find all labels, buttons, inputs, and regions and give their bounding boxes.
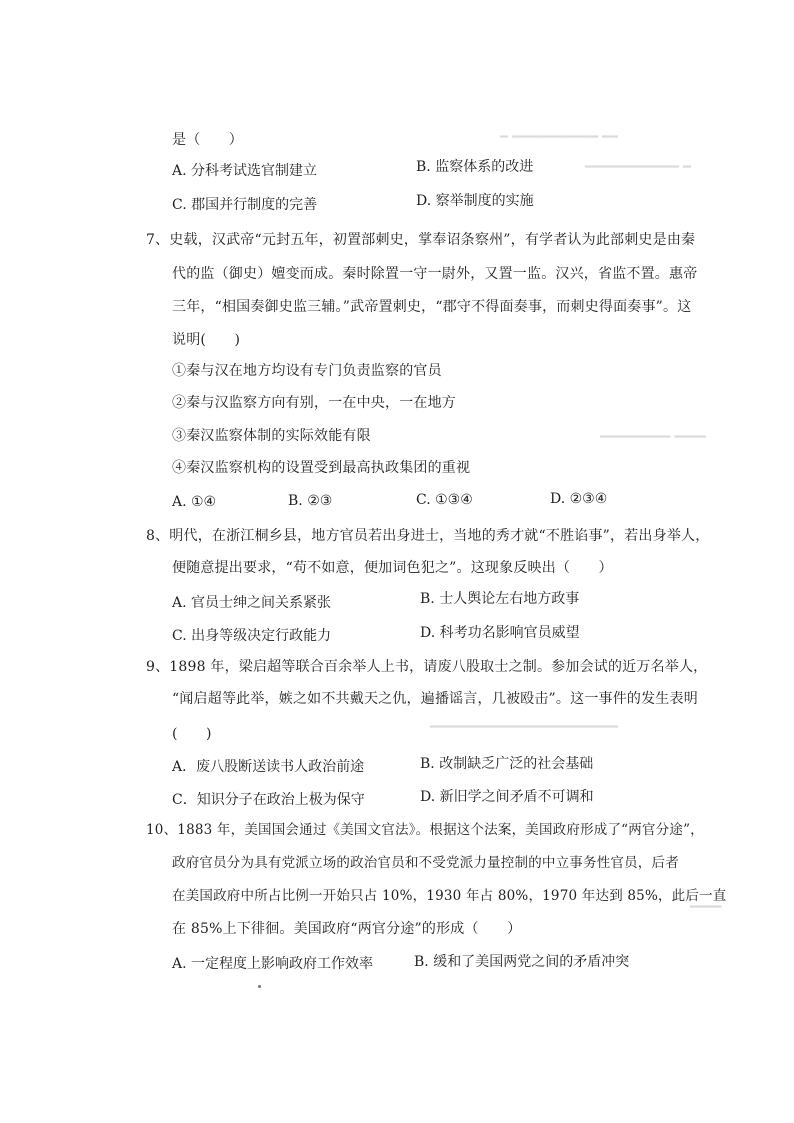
- q7-statement-4: ④秦汉监察机构的设置受到最高执政集团的重视: [172, 460, 471, 476]
- q10-line-4: 在 85%上下徘徊。美国政府“两官分途”的形成（ ）: [172, 921, 522, 937]
- q7-option-b: B. ②③: [288, 493, 333, 509]
- q8-line-2: 便随意提出要求，“苟不如意，便加词色犯之”。这现象反映出（ ）: [172, 560, 613, 576]
- q7-statement-1: ①秦与汉在地方均设有专门负责监察的官员: [172, 363, 442, 379]
- q7-option-a: A. ①④: [172, 494, 217, 510]
- q10-option-a: A. 一定程度上影响政府工作效率: [172, 956, 374, 972]
- q7-line-2: 代的监（御史）嬗变而成。秦时除置一守一尉外，又置一监。汉兴，省监不置。惠帝: [172, 266, 698, 282]
- q7-option-c: C. ①③④: [416, 492, 473, 508]
- q8-option-d: D. 科考功名影响官员威望: [420, 625, 580, 641]
- q7-line-1: 7、史载，汉武帝“元封五年，初置部刺史，掌奉诏条察州”，有学者认为此部刺史是由秦: [146, 232, 696, 248]
- bleed-through-text: ━━━━━━━━━━━━ ━: [585, 160, 691, 175]
- q7-statement-2: ②秦与汉监察方向有别，一在中央，一在地方: [172, 395, 456, 411]
- q8-option-c: C. 出身等级决定行政能力: [172, 628, 332, 644]
- q9-line-1: 9、1898 年，梁启超等联合百余举人上书，请废八股取士之制。参加会试的近万名举人，: [146, 659, 708, 675]
- q10-line-3: 在美国政府中所占比例一开始只占 10%，1930 年占 80%，1970 年达到 85%，此后一直: [172, 888, 727, 904]
- q8-option-b: B. 士人舆论左右地方政事: [420, 591, 580, 607]
- scan-speck: [258, 985, 261, 988]
- q10-line-2: 政府官员分为具有党派立场的政治官员和不受党派力量控制的中立事务性官员，后者: [172, 855, 679, 871]
- q6-option-c: C. 郡国并行制度的完善: [172, 197, 318, 213]
- q9-line-2: “闻启超等此举，嫉之如不共戴天之仇，遍播谣言，几被殴击”。这一事件的发生表明: [172, 691, 698, 707]
- bleed-through-text: ━━━━━━━━━━━━━━━━━━━━━━━━: [430, 720, 618, 735]
- q9-option-b: B. 改制缺乏广泛的社会基础: [420, 756, 594, 772]
- q9-option-c: C．知识分子在政治上极为保守: [172, 792, 365, 808]
- bleed-through-text: ━━━━━━━━━ ━━━━: [600, 430, 706, 445]
- q6-tail: 是（ ）: [172, 132, 243, 148]
- q6-option-d: D. 察举制度的实施: [416, 193, 534, 209]
- q9-option-d: D. 新旧学之间矛盾不可调和: [420, 789, 594, 805]
- q6-option-a: A. 分科考试选官制建立: [172, 163, 318, 179]
- q9-option-a: A．废八股断送读书人政治前途: [172, 759, 365, 775]
- q7-line-3: 三年，“相国奏御史监三辅。”武帝置刺史，“郡守不得面奏事，而刺史得面奏事”。这: [172, 299, 692, 315]
- bleed-through-text: ━━━━: [690, 900, 722, 915]
- q9-line-3: ( ): [172, 726, 212, 742]
- q7-statement-3: ③秦汉监察体制的实际效能有限: [172, 428, 371, 444]
- q8-option-a: A. 官员士绅之间关系紧张: [172, 595, 332, 611]
- bleed-through-text: ━ ━━━━━━━━━━━ ━━: [500, 130, 618, 145]
- q6-option-b: B. 监察体系的改进: [416, 159, 534, 175]
- q10-option-b: B. 缓和了美国两党之间的矛盾冲突: [414, 954, 630, 970]
- q7-option-d: D. ②③④: [550, 491, 608, 507]
- q7-line-4: 说明( ): [172, 332, 241, 348]
- q10-line-1: 10、1883 年，美国国会通过《美国文官法》。根据这个法案，美国政府形成了“两官分途”，: [146, 822, 704, 838]
- q8-line-1: 8、明代，在浙江桐乡县，地方官员若出身进士，当地的秀才就“不胜谄事”，若出身举人，: [146, 528, 710, 544]
